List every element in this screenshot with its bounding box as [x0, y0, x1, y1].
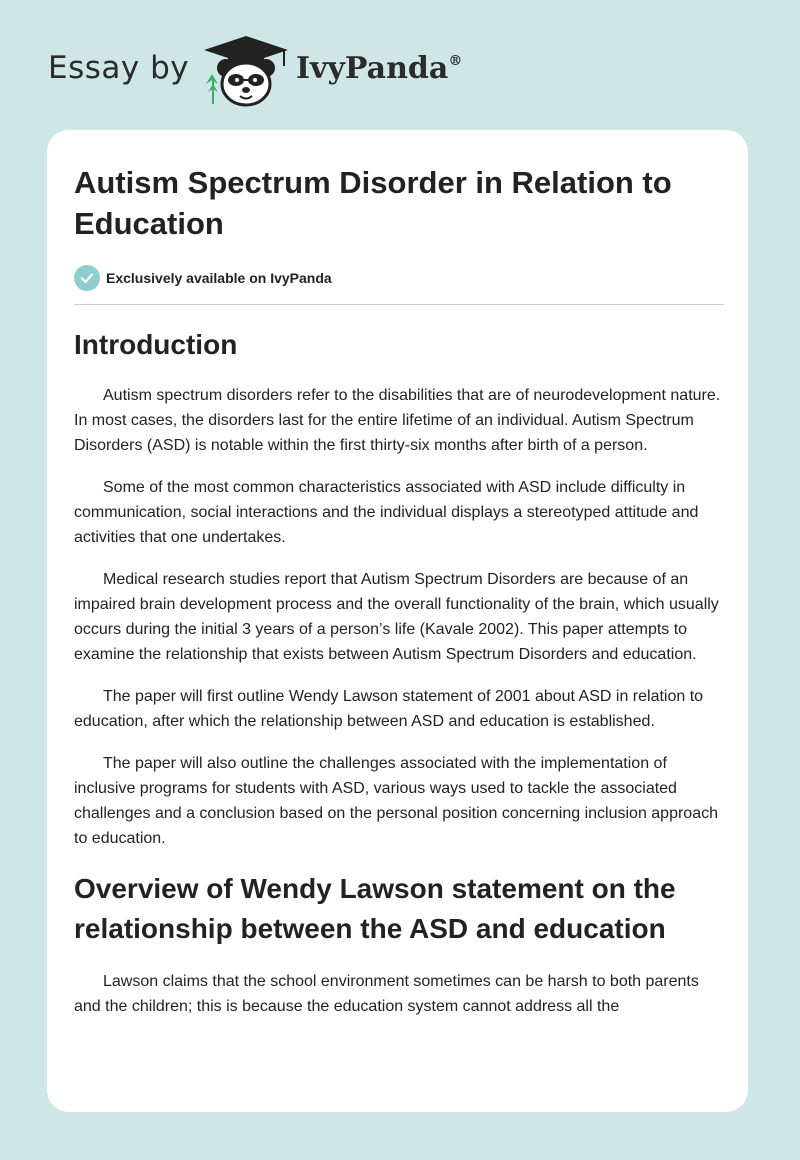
exclusive-badge [74, 265, 724, 291]
paragraph: The paper will first outline Wendy Lawson statement of 2001 about ASD in relation to education, after which the relationship between ASD and education is established. [74, 688, 704, 730]
overview-paragraphs [74, 969, 724, 1019]
registered-mark: ® [448, 53, 463, 69]
paragraph: Medical research studies report that Autism Spectrum Disorders are because of an impaired brain development process and the overall functionality of the brain, which usually occurs during the initial 3 years of a person’s life (Kavale 2002). This paper attempts to examine the relationship that exists between Autism Spectrum Disorders and education. [74, 571, 719, 663]
paragraph: The paper will also outline the challenges associated with the implementation of inclusive programs for students with ASD, various ways used to tackle the associated challenges and a conclusion based on the personal position concerning inclusion approach to education. [74, 755, 718, 847]
site-header [0, 0, 800, 130]
section-heading-overview: Overview of Wendy Lawson statement on the relationship between the ASD and education [74, 873, 676, 944]
paragraph: Lawson claims that the school environment sometimes can be harsh to both parents and the children; this is because the education system cannot address all the [74, 973, 699, 1015]
ivypanda-logo-icon[interactable] [200, 34, 292, 113]
paragraph: Autism spectrum disorders refer to the disabilities that are of neurodevelopment nature. In most cases, the disorders last for the entire lifetime of an individual. Autism Spectrum Disorders (ASD) is notable within the first thirty-six months after birth of a person. [74, 387, 721, 454]
essay-title: Autism Spectrum Disorder in Relation to Education [74, 165, 672, 241]
exclusive-label: Exclusively available on IvyPanda [106, 270, 332, 286]
essay-card [47, 130, 748, 1112]
section-heading-introduction: Introduction [74, 329, 238, 360]
brand-name-text: IvyPanda [296, 51, 449, 86]
paragraph: Some of the most common characteristics associated with ASD include difficulty in communication, social interactions and the individual displays a stereotyped attitude and activities that one undertakes. [74, 479, 699, 546]
essay-by-label: Essay by [48, 50, 190, 86]
check-icon [74, 265, 100, 291]
ivypanda-brand[interactable] [296, 51, 462, 86]
divider [74, 304, 724, 305]
introduction-paragraphs [74, 383, 724, 851]
essay-content [74, 162, 724, 1019]
